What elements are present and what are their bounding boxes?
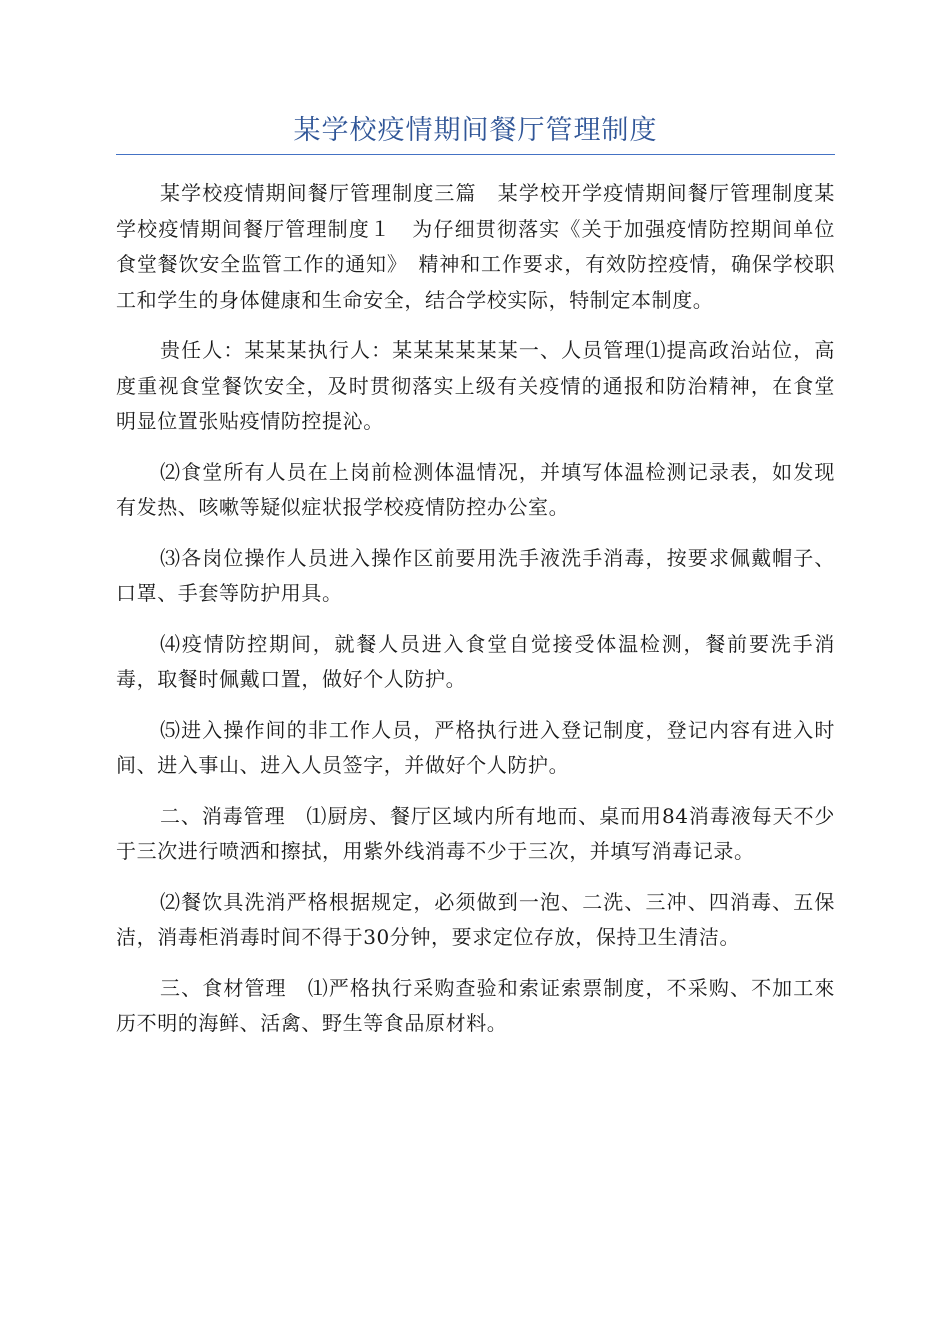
paragraph: ⑵食堂所有人员在上岗前检测体温情况，并填写体温检测记录表，如发现有发热、咳嗽等疑似症状报学校疫情防控办公室。 bbox=[116, 459, 835, 519]
paragraph: 三、食材管理 ⑴严格执行采购查验和索证索票制度，不采购、不加工來历不明的海鲜、活禽、野生等食品原材料。 bbox=[116, 975, 835, 1035]
paragraph: ⑵餐饮具洗消严格根据规定，必须做到一泡、二洗、三冲、四消毒、五保洁，消毒柜消毒时间不得于30分钟，要求定位存放，保持卫生清洁。 bbox=[116, 889, 835, 949]
paragraph: ⑶各岗位操作人员进入操作区前要用洗手液洗手消毒，按要求佩戴帽子、口罩、手套等防护用具。 bbox=[116, 545, 835, 605]
paragraph: ⑸进入操作间的非工作人员，严格执行进入登记制度，登记内容有进入时间、进入事山、进入人员签字，并做好个人防护。 bbox=[116, 717, 835, 777]
paragraph: 某学校疫情期间餐厅管理制度三篇 某学校开学疫情期间餐厅管理制度某学校疫情期间餐厅管理制度１ 为仔细贯彻落实《关于加强疫情防控期间单位食堂餐饮安全监管工作的通知》 精神和工作要求，有效防控疫情，确保学校职工和学生的身体健康和生命安全，结合学校实际，特制定本制度。 bbox=[116, 181, 835, 312]
paragraph: ⑷疫情防控期间，就餐人员进入食堂自觉接受体温检测，餐前要洗手消毒，取餐时佩戴口置，做好个人防护。 bbox=[116, 631, 835, 691]
document-body bbox=[116, 176, 835, 1057]
document-title: 某学校疫情期间餐厅管理制度 bbox=[293, 115, 658, 146]
paragraph: 贵任人：某某某执行人：某某某某某某一、人员管理⑴提高政治站位，高度重视食堂餐饮安全，及时贯彻落实上级有关疫情的通报和防治精神，在食堂明显位置张贴疫情防控提沁。 bbox=[116, 338, 835, 433]
title-underline bbox=[116, 154, 835, 155]
paragraph: 二、消毒管理 ⑴厨房、餐厅区域内所有地而、桌而用84消毒液每天不少于三次进行喷洒和擦拭，用紫外线消毒不少于三次，并填写消毒记录。 bbox=[116, 803, 835, 863]
